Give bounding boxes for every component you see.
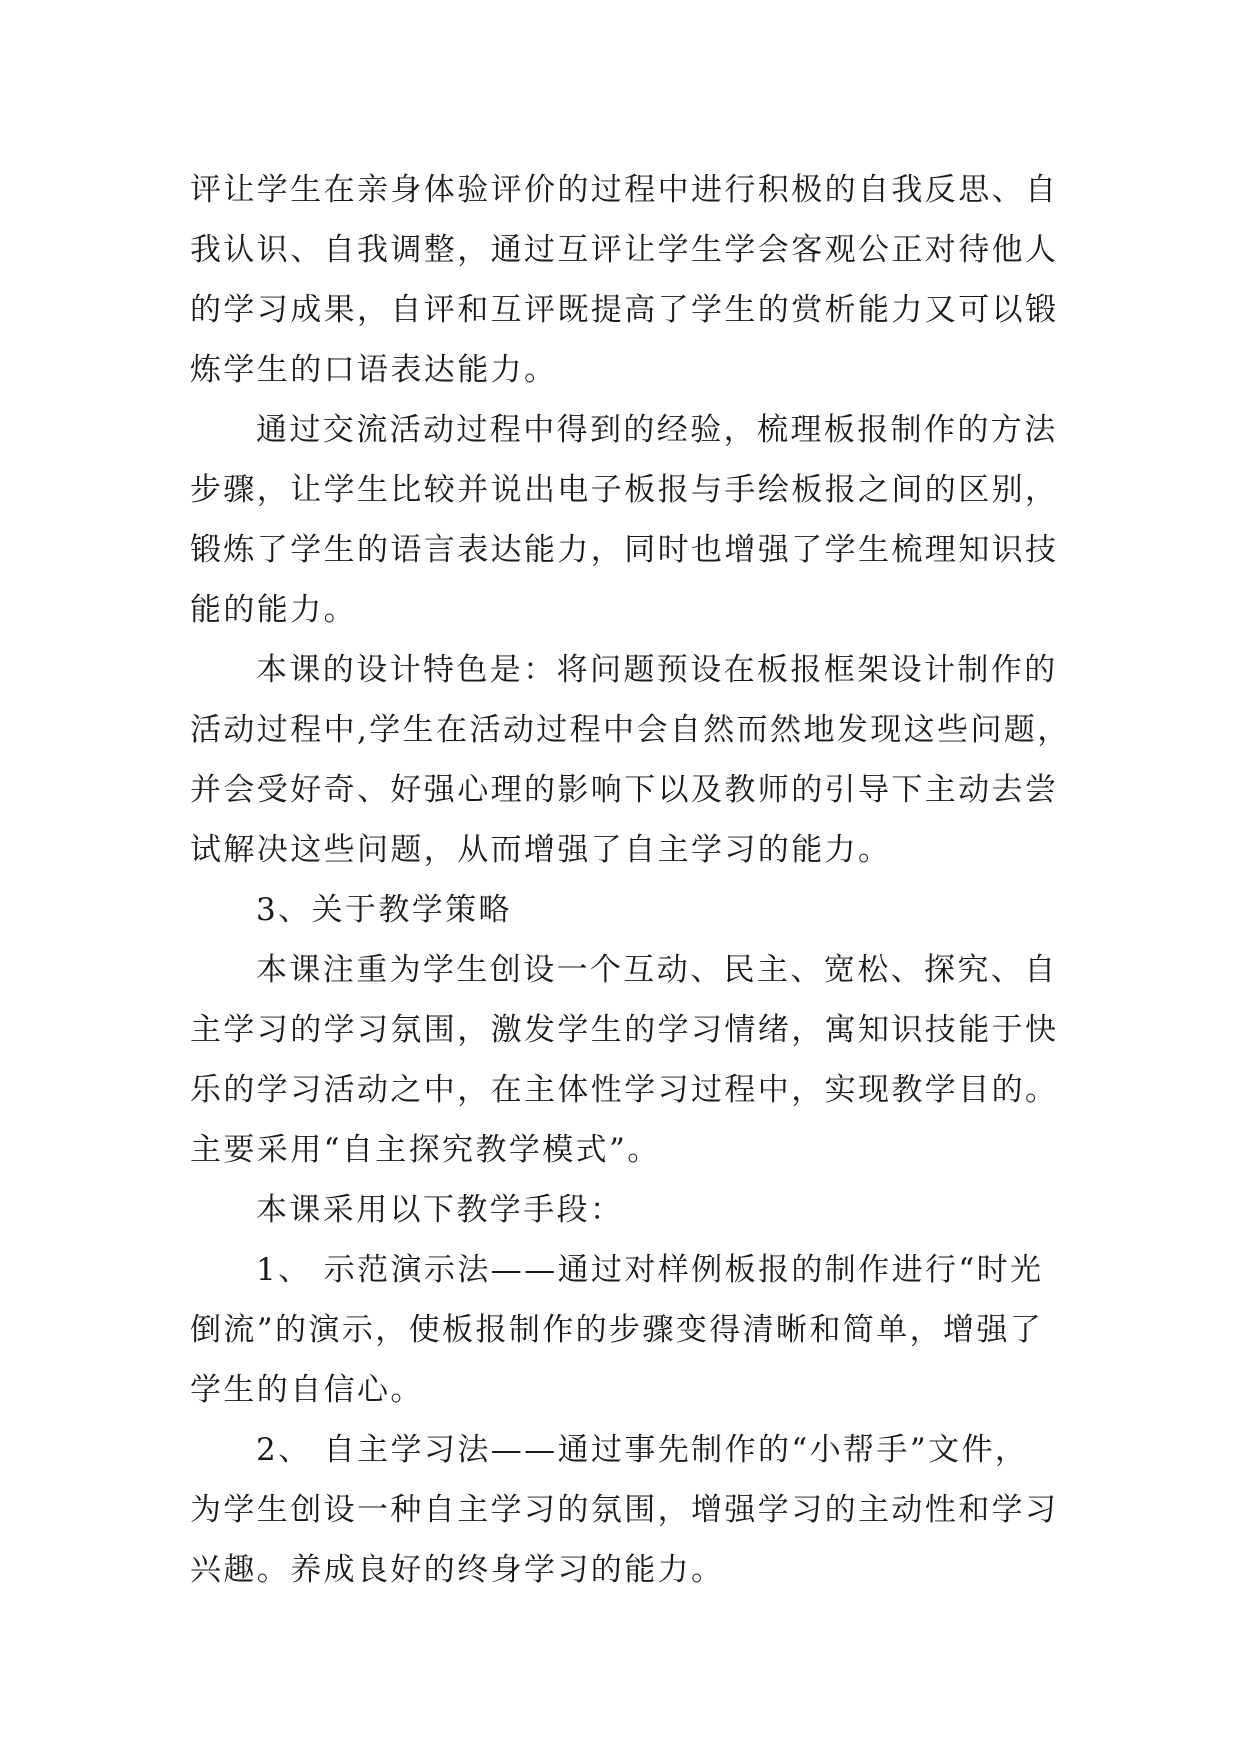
text-line: 我认识、自我调整，通过互评让学生学会客观公正对待他人 bbox=[190, 232, 1059, 268]
paragraph-first-line: 通过交流活动过程中得到的经验，梳理板报制作的方法 bbox=[256, 412, 1058, 448]
text-line: 主要采用“自主探究教学模式”。 bbox=[190, 1132, 661, 1168]
text-line: 能的能力。 bbox=[190, 592, 357, 628]
text-line: 倒流”的演示，使板报制作的步骤变得清晰和简单，增强了 bbox=[190, 1312, 1044, 1348]
text-line: 活动过程中,学生在活动过程中会自然而然地发现这些问题， bbox=[190, 712, 1071, 748]
text-line: 学生的自信心。 bbox=[190, 1372, 424, 1408]
text-line: 乐的学习活动之中，在主体性学习过程中，实现教学目的。 bbox=[190, 1072, 1059, 1108]
paragraph-first-line: 本课的设计特色是：将问题预设在板报框架设计制作的 bbox=[256, 652, 1058, 688]
text-line: 为学生创设一种自主学习的氛围，增强学习的主动性和学习 bbox=[190, 1492, 1059, 1528]
text-line: 评让学生在亲身体验评价的过程中进行积极的自我反思、自 bbox=[190, 172, 1059, 208]
text-line: 锻炼了学生的语言表达能力，同时也增强了学生梳理知识技 bbox=[190, 532, 1059, 568]
paragraph-first-line: 本课采用以下教学手段： bbox=[256, 1192, 624, 1228]
list-item-first-line: 1、 示范演示法——通过对样例板报的制作进行“时光 bbox=[256, 1252, 1044, 1288]
text-line: 的学习成果，自评和互评既提高了学生的赏析能力又可以锻 bbox=[190, 292, 1059, 328]
body-text bbox=[190, 160, 1071, 1600]
text-line: 试解决这些问题，从而增强了自主学习的能力。 bbox=[190, 832, 892, 868]
paragraph-first-line: 本课注重为学生创设一个互动、民主、宽松、探究、自 bbox=[256, 952, 1058, 988]
list-item-first-line: 2、 自主学习法——通过事先制作的“小帮手”文件， bbox=[256, 1432, 1029, 1468]
text-line: 步骤，让学生比较并说出电子板报与手绘板报之间的区别， bbox=[190, 472, 1059, 508]
text-line: 兴趣。养成良好的终身学习的能力。 bbox=[190, 1552, 725, 1588]
section-heading: 3、关于教学策略 bbox=[256, 892, 512, 928]
text-line: 炼学生的口语表达能力。 bbox=[190, 352, 558, 388]
text-line: 并会受好奇、好强心理的影响下以及教师的引导下主动去尝 bbox=[190, 772, 1059, 808]
text-line: 主学习的学习氛围，激发学生的学习情绪，寓知识技能于快 bbox=[190, 1012, 1059, 1048]
